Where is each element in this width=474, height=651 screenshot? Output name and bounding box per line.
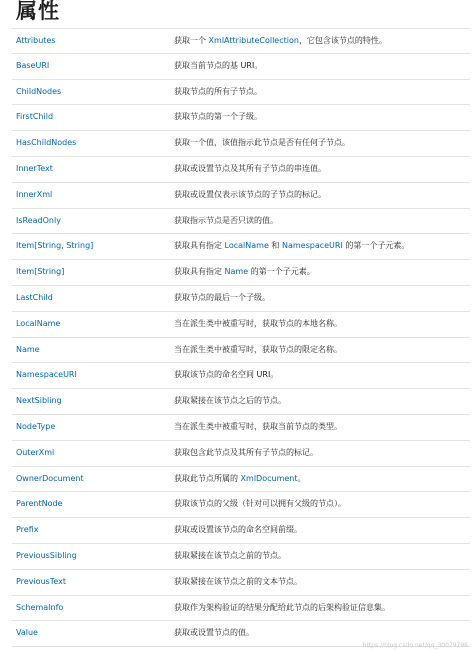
property-name-link[interactable]: PreviousText bbox=[16, 576, 66, 586]
property-description bbox=[174, 344, 342, 356]
type-link[interactable]: LocalName bbox=[224, 241, 269, 251]
table-row bbox=[12, 260, 470, 286]
type-link[interactable]: XmlAttributeCollection bbox=[208, 36, 299, 45]
table-row bbox=[12, 131, 470, 157]
table-row bbox=[12, 80, 470, 106]
description-text: 获取节点的最后一个子级。 bbox=[174, 292, 270, 302]
description-text: 获取紧接在该节点之后的节点。 bbox=[174, 396, 286, 406]
properties-table bbox=[12, 28, 470, 647]
watermark: https://blog.csdn.net/qq_30079796 bbox=[362, 642, 468, 649]
description-text: 获取当前节点的基 URI。 bbox=[174, 60, 263, 70]
property-name-link[interactable]: NodeType bbox=[16, 421, 56, 431]
property-name-link[interactable]: InnerXml bbox=[16, 189, 53, 199]
property-description bbox=[174, 60, 262, 72]
description-text: 获取或设置节点的值。 bbox=[174, 628, 254, 638]
table-row bbox=[12, 441, 470, 467]
description-text: 。 bbox=[297, 473, 306, 483]
property-description bbox=[174, 627, 254, 639]
table-row bbox=[12, 518, 470, 544]
page-title: 属性 bbox=[16, 0, 60, 23]
property-description bbox=[174, 111, 262, 123]
type-link[interactable]: NamespaceURI bbox=[281, 241, 343, 251]
type-link[interactable]: Name bbox=[224, 267, 249, 277]
table-row bbox=[12, 28, 470, 54]
description-text: 获取具有指定 bbox=[174, 241, 225, 251]
table-row bbox=[12, 492, 470, 518]
table-row bbox=[12, 54, 470, 80]
property-description bbox=[174, 524, 302, 536]
property-name-link[interactable]: Prefix bbox=[16, 525, 39, 535]
table-row bbox=[12, 105, 470, 131]
property-description bbox=[174, 395, 286, 407]
property-description bbox=[174, 473, 306, 485]
table-row bbox=[12, 234, 470, 260]
description-text: 获取此节点所属的 bbox=[174, 473, 241, 483]
property-description bbox=[174, 369, 278, 381]
property-description bbox=[174, 602, 390, 614]
property-name-link[interactable]: BaseURI bbox=[16, 60, 50, 70]
property-name-link[interactable]: OuterXml bbox=[16, 447, 55, 457]
description-text: 获取节点的第一个子级。 bbox=[174, 112, 262, 122]
property-name-link[interactable]: FirstChild bbox=[16, 112, 54, 122]
description-text: 获取紧接在该节点之前的节点。 bbox=[174, 550, 286, 560]
property-description bbox=[174, 498, 346, 510]
description-text: 获取紧接在该节点之前的文本节点。 bbox=[174, 576, 302, 586]
property-name-link[interactable]: LocalName bbox=[16, 318, 61, 328]
table-row bbox=[12, 157, 470, 183]
table-row bbox=[12, 415, 470, 441]
property-description bbox=[174, 86, 262, 98]
description-text: 获取或设置该节点的命名空间前缀。 bbox=[174, 525, 302, 535]
description-text: 获取作为架构验证的结果分配给此节点的后架构验证信息集。 bbox=[174, 602, 390, 612]
description-text: 获取指示节点是否只读的值。 bbox=[174, 215, 278, 225]
property-name-link[interactable]: ParentNode bbox=[16, 499, 63, 509]
table-row bbox=[12, 209, 470, 235]
property-name-link[interactable]: SchemaInfo bbox=[16, 602, 64, 612]
type-link[interactable]: XmlDocument bbox=[240, 473, 298, 483]
property-description bbox=[174, 137, 350, 149]
description-text: 当在派生类中被重写时，获取节点的限定名称。 bbox=[174, 344, 342, 354]
property-description bbox=[174, 421, 342, 433]
description-text: 获取节点的所有子节点。 bbox=[174, 86, 262, 96]
property-description bbox=[174, 576, 302, 588]
table-row bbox=[12, 389, 470, 415]
description-text: 获取该节点的命名空间 URI。 bbox=[174, 370, 279, 380]
property-description bbox=[174, 447, 318, 459]
description-text: ，它包含该节点的特性。 bbox=[298, 36, 387, 45]
description-text: 当在派生类中被重写时，获取当前节点的类型。 bbox=[174, 421, 342, 431]
description-text: 的第一个子元素。 bbox=[342, 241, 410, 251]
table-row bbox=[12, 467, 470, 493]
description-text: 和 bbox=[268, 241, 282, 251]
property-name-link[interactable]: LastChild bbox=[16, 292, 53, 302]
property-description bbox=[174, 163, 326, 175]
property-name-link[interactable]: Value bbox=[16, 628, 38, 638]
property-name-link[interactable]: NextSibling bbox=[16, 396, 62, 406]
property-description bbox=[174, 292, 270, 304]
property-name-link[interactable]: HasChildNodes bbox=[16, 138, 77, 148]
description-text: 获取具有指定 bbox=[174, 267, 225, 277]
table-row bbox=[12, 596, 470, 622]
description-text: 获取包含此节点及其所有子节点的标记。 bbox=[174, 447, 318, 457]
description-text: 获取一个值，该值指示此节点是否有任何子节点。 bbox=[174, 138, 350, 148]
table-row bbox=[12, 544, 470, 570]
property-description bbox=[174, 318, 342, 330]
property-name-link[interactable]: OwnerDocument bbox=[16, 473, 84, 483]
table-row bbox=[12, 312, 470, 338]
table-row bbox=[12, 570, 470, 596]
description-text: 当在派生类中被重写时，获取节点的本地名称。 bbox=[174, 318, 342, 328]
property-description bbox=[174, 240, 409, 252]
property-description bbox=[174, 266, 315, 278]
property-name-link[interactable]: Name bbox=[16, 344, 40, 354]
property-description bbox=[174, 215, 278, 227]
property-description bbox=[174, 189, 326, 201]
property-name-link[interactable]: IsReadOnly bbox=[16, 215, 61, 225]
table-row bbox=[12, 183, 470, 209]
property-name-link[interactable]: ChildNodes bbox=[16, 86, 62, 96]
property-name-link[interactable]: PreviousSibling bbox=[16, 550, 77, 560]
description-text: 的第一个子元素。 bbox=[248, 267, 315, 277]
property-name-link[interactable]: Item[String, String] bbox=[16, 241, 94, 251]
table-row bbox=[12, 363, 470, 389]
description-text: 获取该节点的父级（针对可以拥有父级的节点）。 bbox=[174, 499, 346, 509]
property-description bbox=[174, 550, 286, 562]
description-text: 获取或设置仅表示该节点的子节点的标记。 bbox=[174, 189, 326, 199]
property-name-link[interactable]: NamespaceURI bbox=[16, 370, 77, 380]
table-row bbox=[12, 286, 470, 312]
table-row bbox=[12, 338, 470, 364]
property-name-link[interactable]: Item[String] bbox=[16, 267, 65, 277]
description-text: 获取或设置节点及其所有子节点的串连值。 bbox=[174, 163, 326, 173]
property-name-link[interactable]: Attributes bbox=[16, 36, 56, 45]
property-name-link[interactable]: InnerText bbox=[16, 163, 53, 173]
property-description bbox=[174, 35, 387, 47]
description-text: 获取一个 bbox=[174, 36, 209, 45]
